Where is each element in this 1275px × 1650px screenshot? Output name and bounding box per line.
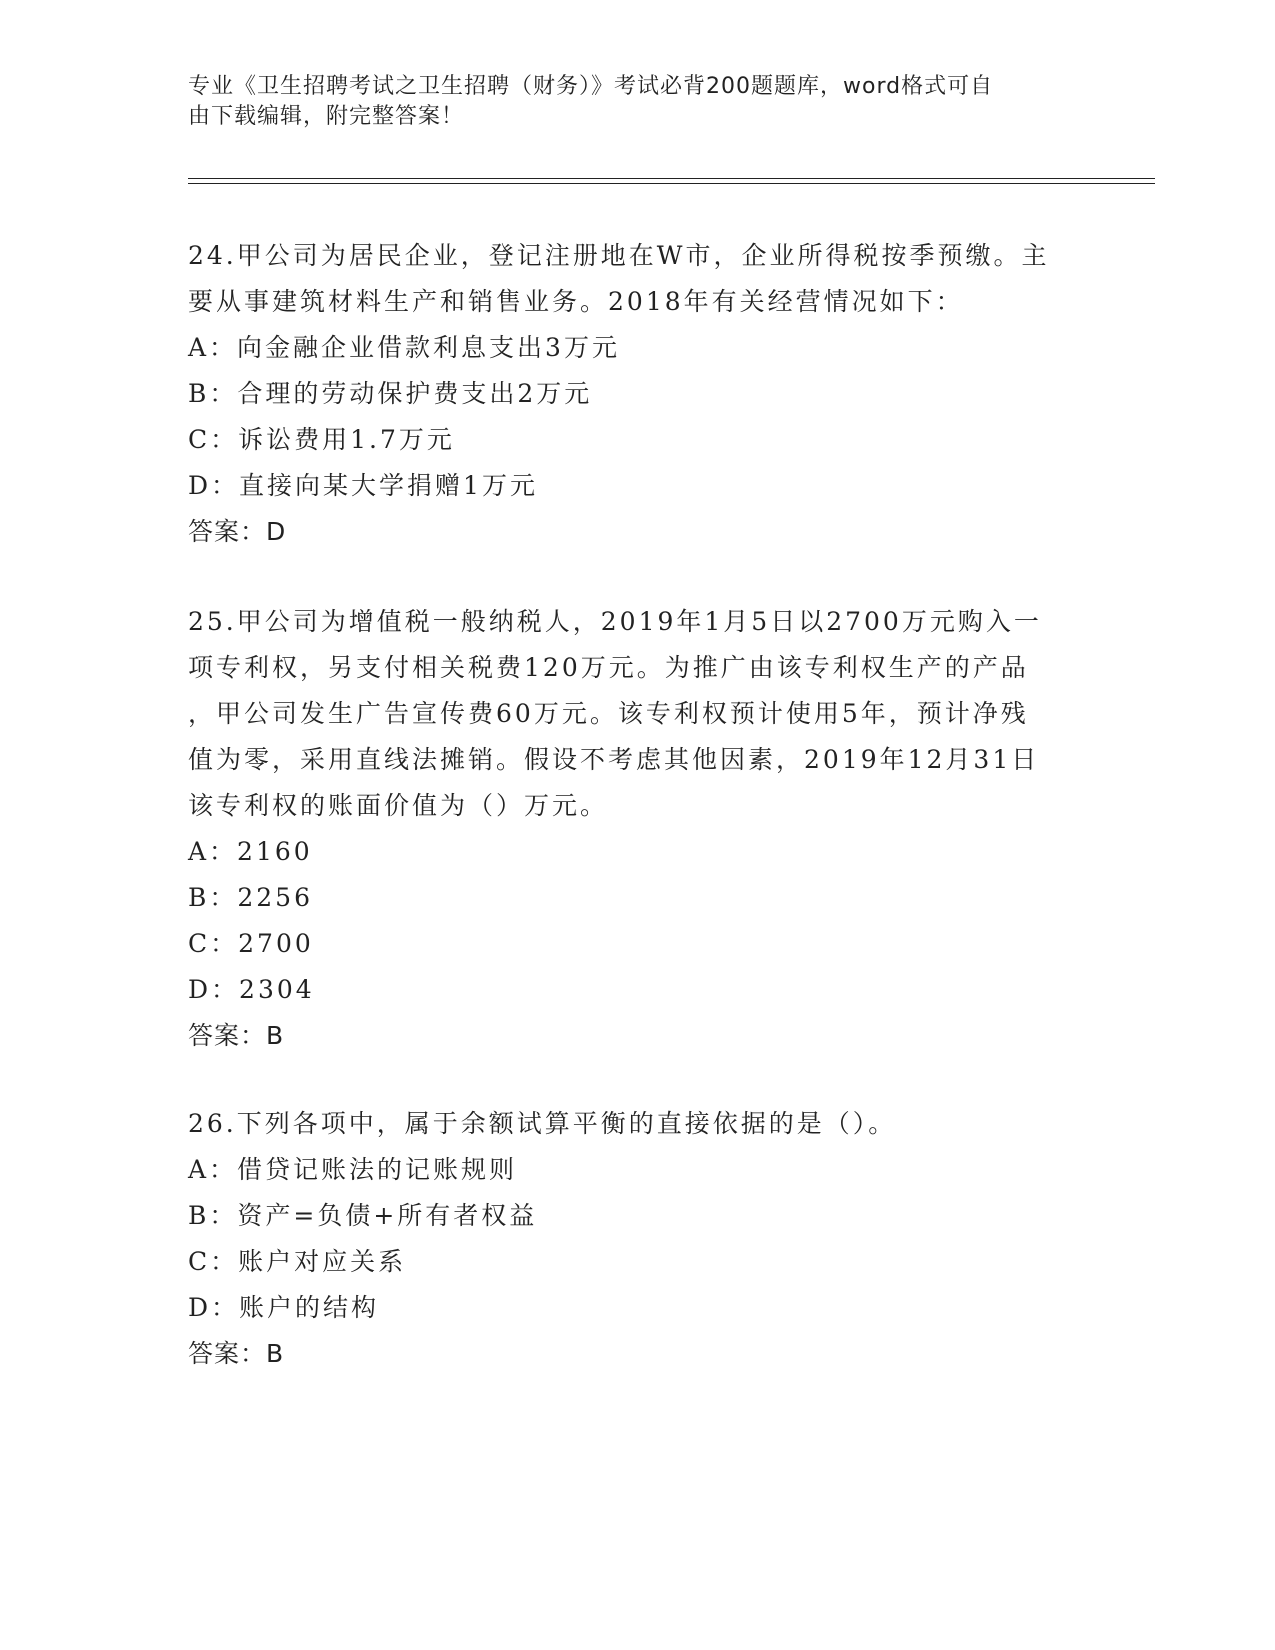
answer-line: 答案：D xyxy=(188,517,287,546)
option-b: B：合理的劳动保护费支出2万元 xyxy=(188,379,593,408)
option-a: A：借贷记账法的记账规则 xyxy=(188,1155,518,1184)
option-d: D：2304 xyxy=(188,975,315,1004)
question-stem-line: 26.下列各项中，属于余额试算平衡的直接依据的是（）。 xyxy=(188,1109,897,1138)
question-stem-line: 25.甲公司为增值税一般纳税人，2019年1月5日以2700万元购入一 xyxy=(188,607,1042,636)
option-a: A：2160 xyxy=(188,837,313,866)
answer-line: 答案：B xyxy=(188,1021,285,1050)
question-stem-line: 要从事建筑材料生产和销售业务。2018年有关经营情况如下： xyxy=(188,287,964,316)
question-stem-line: 值为零，采用直线法摊销。假设不考虑其他因素，2019年12月31日 xyxy=(188,745,1040,774)
option-b: B：资产=负债+所有者权益 xyxy=(188,1201,538,1230)
option-c: C：2700 xyxy=(188,929,314,958)
answer-line: 答案：B xyxy=(188,1339,285,1368)
question-stem-line: 该专利权的账面价值为（）万元。 xyxy=(188,791,609,820)
option-d: D：直接向某大学捐赠1万元 xyxy=(188,471,538,500)
document-header xyxy=(188,72,1088,132)
question-25 xyxy=(188,599,1088,1059)
question-24 xyxy=(188,233,1088,555)
option-a: A：向金融企业借款利息支出3万元 xyxy=(188,333,620,362)
header-line-2: 由下载编辑，附完整答案！ xyxy=(188,104,465,129)
option-d: D：账户的结构 xyxy=(188,1293,380,1322)
header-divider-top xyxy=(188,178,1155,179)
option-c: C：账户对应关系 xyxy=(188,1247,407,1276)
header-divider-bottom xyxy=(188,183,1155,184)
question-stem-line: 24.甲公司为居民企业，登记注册地在W市，企业所得税按季预缴。主 xyxy=(188,241,1050,270)
option-b: B：2256 xyxy=(188,883,313,912)
question-stem-line: ，甲公司发生广告宣传费60万元。该专利权预计使用5年，预计净残 xyxy=(188,699,1029,728)
option-c: C：诉讼费用1.7万元 xyxy=(188,425,455,454)
question-26 xyxy=(188,1101,1088,1377)
header-line-1: 专业《卫生招聘考试之卫生招聘（财务）》考试必背200题题库，word格式可自 xyxy=(188,74,994,99)
question-stem-line: 项专利权，另支付相关税费120万元。为推广由该专利权生产的产品 xyxy=(188,653,1029,682)
